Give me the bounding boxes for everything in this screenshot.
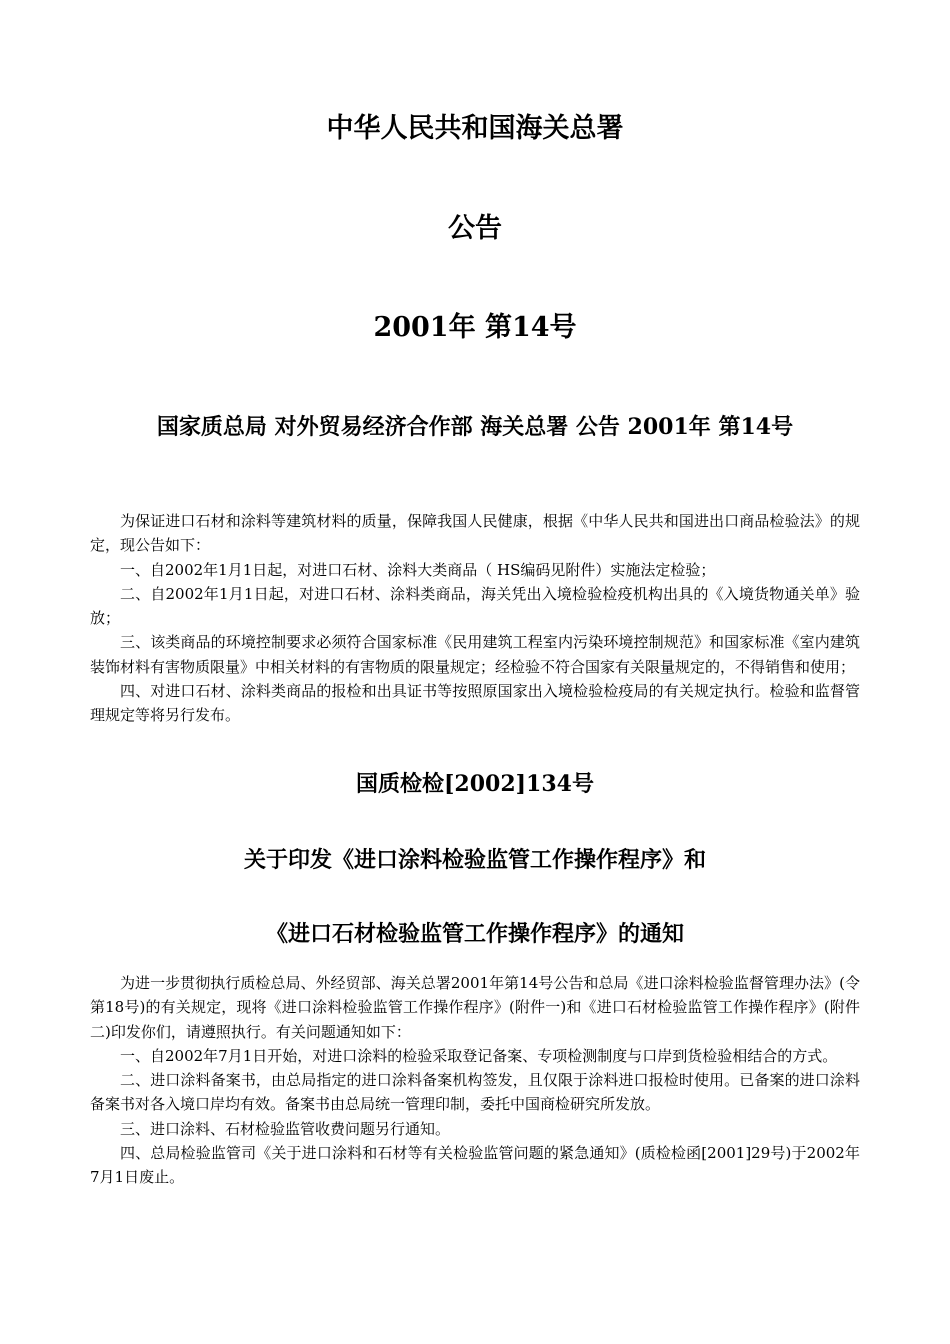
notice-paragraph: 一、自2002年7月1日开始，对进口涂料的检验采取登记备案、专项检测制度与口岸到货检验相结合的方式。 bbox=[120, 1046, 838, 1065]
notice-title-line-2: 《进口石材检验监管工作操作程序》的通知 bbox=[265, 921, 684, 947]
announcement-number: 2001年 第14号 bbox=[373, 312, 577, 343]
announcement-body bbox=[90, 509, 860, 728]
announcement-paragraph: 三、该类商品的环境控制要求必须符合国家标准《民用建筑工程室内污染环境控制规范》和国家标准《室内建筑装饰材料有害物质限量》中相关材料的有害物质的限量规定；经检验不符合国家有关限量规定的，不得销售和使用； bbox=[90, 633, 860, 676]
announcement-paragraph: 二、自2002年1月1日起，对进口石材、涂料类商品，海关凭出入境检验检疫机构出具的《入境货物通关单》验放； bbox=[90, 584, 860, 628]
announcement-label: 公告 bbox=[448, 213, 502, 244]
notice-title-line-1: 关于印发《进口涂料检验监管工作操作程序》和 bbox=[243, 847, 706, 873]
announcement-paragraph: 四、对进口石材、涂料类商品的报检和出具证书等按照原国家出入境检验检疫局的有关规定执行。检验和监督管理规定等将另行发布。 bbox=[90, 682, 860, 725]
announcement-paragraph: 一、自2002年1月1日起，对进口石材、涂料大类商品（ HS编码见附件）实施法定检验； bbox=[120, 560, 716, 579]
notice-paragraph: 二、进口涂料备案书，由总局指定的进口涂料备案机构签发，且仅限于涂料进口报检时使用。已备案的进口涂料备案书对各入境口岸均有效。备案书由总局统一管理印制，委托中国商检研究所发放。 bbox=[90, 1071, 860, 1114]
page-title: 中华人民共和国海关总署 bbox=[326, 113, 624, 144]
notice-paragraph: 为进一步贯彻执行质检总局、外经贸部、海关总署2001年第14号公告和总局《进口涂料检验监督管理办法》(令第18号)的有关规定，现将《进口涂料检验监管工作操作程序》(附件一)和《进口石材检验监管工作操作程序》(附件二)印发你们，请遵照执行。有关问题通知如下： bbox=[90, 974, 860, 1041]
notice-paragraph: 三、进口涂料、石材检验监管收费问题另行通知。 bbox=[120, 1119, 451, 1138]
notice-paragraph: 四、总局检验监管司《关于进口涂料和石材等有关检验监管问题的紧急通知》(质检检函[2001]29号)于2002年7月1日废止。 bbox=[90, 1144, 860, 1187]
announcement-heading: 国家质总局 对外贸易经济合作部 海关总署 公告 2001年 第14号 bbox=[156, 414, 794, 440]
doc-number: 国质检检[2002]134号 bbox=[356, 771, 594, 797]
notice-body bbox=[90, 971, 860, 1190]
announcement-paragraph: 为保证进口石材和涂料等建筑材料的质量，保障我国人民健康，根据《中华人民共和国进出口商品检验法》的规定，现公告如下： bbox=[90, 512, 860, 555]
